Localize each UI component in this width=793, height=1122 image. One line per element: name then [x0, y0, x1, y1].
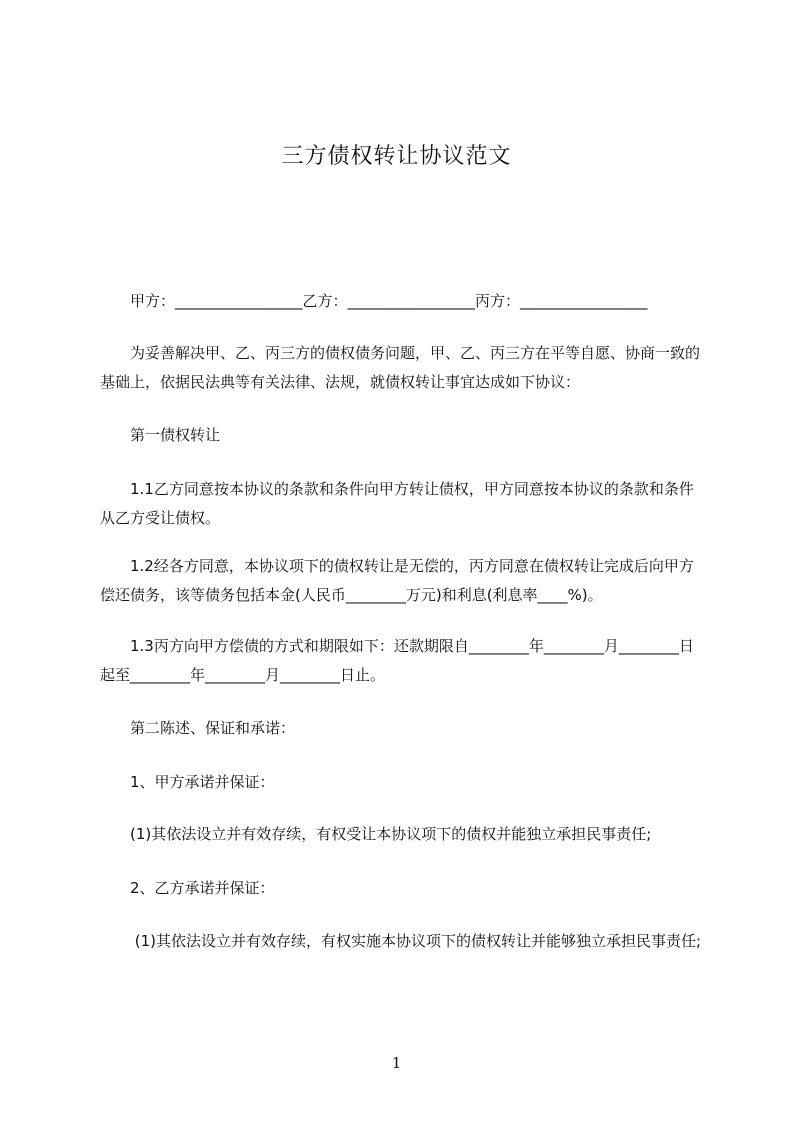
item-2-clause-1: (1)其依法设立并有效存续，有权实施本协议项下的债权转让并能够独立承担民事责任; — [100, 932, 702, 950]
preamble-paragraph: 为妥善解决甲、乙、丙三方的债权债务问题，甲、乙、丙三方在平等自愿、协商一致的基础上，依据民法典等有关法律、法规，就债权转让事宜达成如下协议： — [100, 344, 701, 391]
parties-line: 甲方：_________________乙方：_________________丙方：_________________ — [100, 292, 648, 310]
clause-1-3: 1.3丙方向甲方偿债的方式和期限如下：还款期限自________年________月________日起至________年________月________日止。 — [100, 637, 694, 684]
item-2-heading: 2、乙方承诺并保证： — [100, 879, 275, 897]
section-2-heading: 第二陈述、保证和承诺： — [100, 719, 296, 737]
clause-1-1: 1.1乙方同意按本协议的条款和条件向甲方转让债权，甲方同意按本协议的条款和条件从乙方受让债权。 — [100, 480, 694, 527]
section-1-heading: 第一债权转让 — [100, 426, 221, 444]
item-1-heading: 1、甲方承诺并保证： — [100, 773, 275, 791]
page-number: 1 — [391, 1054, 402, 1072]
item-1-clause-1: (1)其依法设立并有效存续，有权受让本协议项下的债权并能独立承担民事责任; — [100, 825, 652, 843]
clause-1-2: 1.2经各方同意，本协议项下的债权转让是无偿的，丙方同意在债权转让完成后向甲方偿还债务，该等债务包括本金(人民币________万元)和利息(利息率____%)。 — [100, 557, 694, 604]
document-title: 三方债权转让协议范文 — [281, 144, 512, 169]
